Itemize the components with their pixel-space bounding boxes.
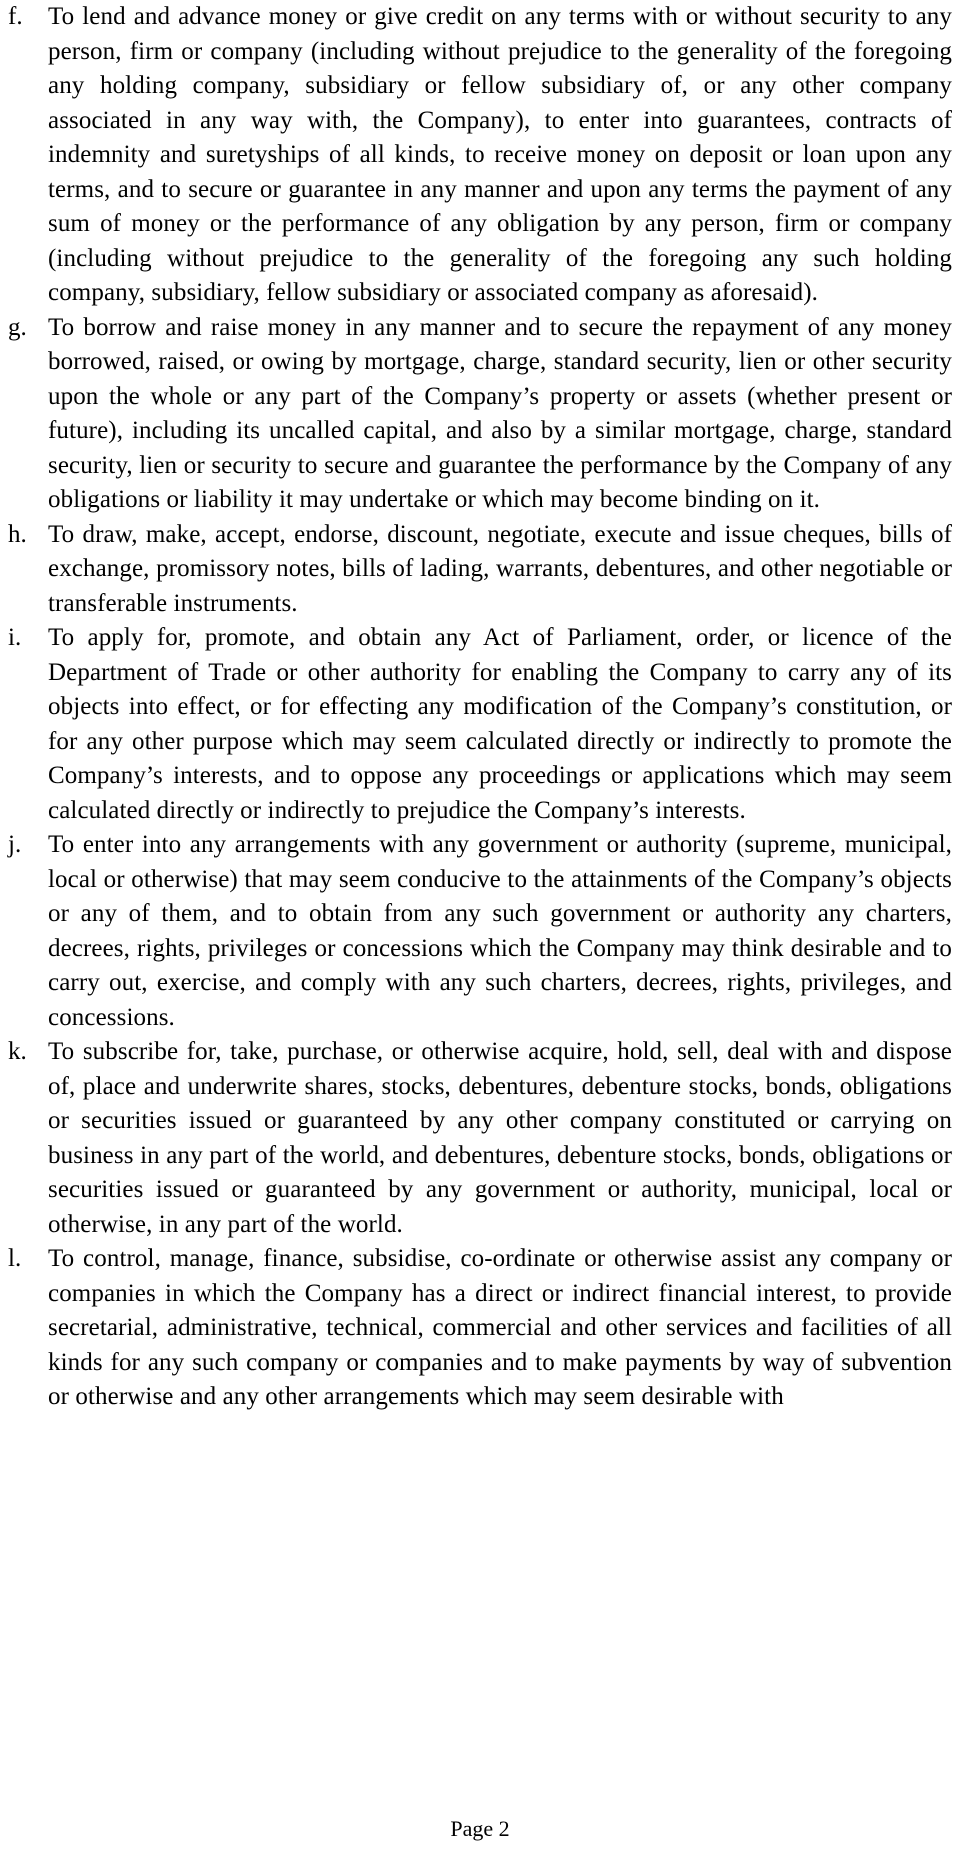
clause-marker: j.	[8, 831, 22, 858]
clause-text: To control, manage, finance, subsidise, co-ordinate or otherwise assist any company or companies in which the Company has a direct or indirect financial interest, to provide secretarial, administrative, technical, commercial and other services and facilities of all kinds for any such company or companies and to make payments by way of subvention or otherwise and any other arrangements which may seem desirable with	[48, 1245, 952, 1410]
clause-i	[8, 621, 952, 828]
clause-text: To enter into any arrangements with any government or authority (supreme, municipal, local or otherwise) that may seem conducive to the attainments of the Company’s objects or any of them, and to obtain from any such government or authority any charters, decrees, rights, privileges or concessions which the Company may think desirable and to carry out, exercise, and comply with any such charters, decrees, rights, privileges, and concessions.	[48, 831, 952, 1031]
clause-list	[8, 0, 952, 1415]
clause-marker: i.	[8, 624, 22, 651]
clause-h	[8, 518, 952, 622]
clause-text: To subscribe for, take, purchase, or otherwise acquire, hold, sell, deal with and dispose of, place and underwrite shares, stocks, debentures, debenture stocks, bonds, obligations or securities issued or guaranteed by any other company constituted or carrying on business in any part of the world, and debentures, debenture stocks, bonds, obligations or securities issued or guaranteed by any government or authority, municipal, local or otherwise, in any part of the world.	[48, 1038, 952, 1238]
clause-text: To lend and advance money or give credit on any terms with or without security to any person, firm or company (including without prejudice to the generality of the foregoing any holding company, subsidiary or fellow subsidiary of, or any other company associated in any way with, the Company), to enter into guarantees, contracts of indemnity and suretyships of all kinds, to receive money on deposit or loan upon any terms, and to secure or guarantee in any manner and upon any terms the payment of any sum of money or the performance of any obligation by any person, firm or company (including without prejudice to the generality of the foregoing any such holding company, subsidiary, fellow subsidiary or associated company as aforesaid).	[48, 3, 952, 306]
clause-marker: f.	[8, 3, 23, 30]
clause-text: To draw, make, accept, endorse, discount, negotiate, execute and issue cheques, bills of exchange, promissory notes, bills of lading, warrants, debentures, and other negotiable or transferable instruments.	[48, 520, 952, 617]
clause-marker: k.	[8, 1038, 27, 1065]
clause-j	[8, 828, 952, 1035]
clause-f	[8, 0, 952, 311]
clause-l	[8, 1242, 952, 1415]
page-number: Page 2	[450, 1816, 510, 1841]
clause-text: To borrow and raise money in any manner and to secure the repayment of any money borrowed, raised, or owing by mortgage, charge, standard security, lien or other security upon the whole or any part of the Company’s property or assets (whether present or future), including its uncalled capital, and also by a similar mortgage, charge, standard security, lien or security to secure and guarantee the performance by the Company of any obligations or liability it may undertake or which may become binding on it.	[48, 313, 952, 513]
clause-marker: g.	[8, 313, 27, 341]
clause-marker: h.	[8, 520, 27, 548]
clause-g	[8, 311, 952, 518]
clause-marker: l.	[8, 1245, 22, 1272]
clause-k	[8, 1035, 952, 1242]
clause-text: To apply for, promote, and obtain any Act of Parliament, order, or licence of the Department of Trade or other authority for enabling the Company to carry any of its objects into effect, or for effecting any modification of the Company’s constitution, or for any other purpose which may seem calculated directly or indirectly to promote the Company’s interests, and to oppose any proceedings or applications which may seem calculated directly or indirectly to prejudice the Company’s interests.	[48, 624, 952, 824]
